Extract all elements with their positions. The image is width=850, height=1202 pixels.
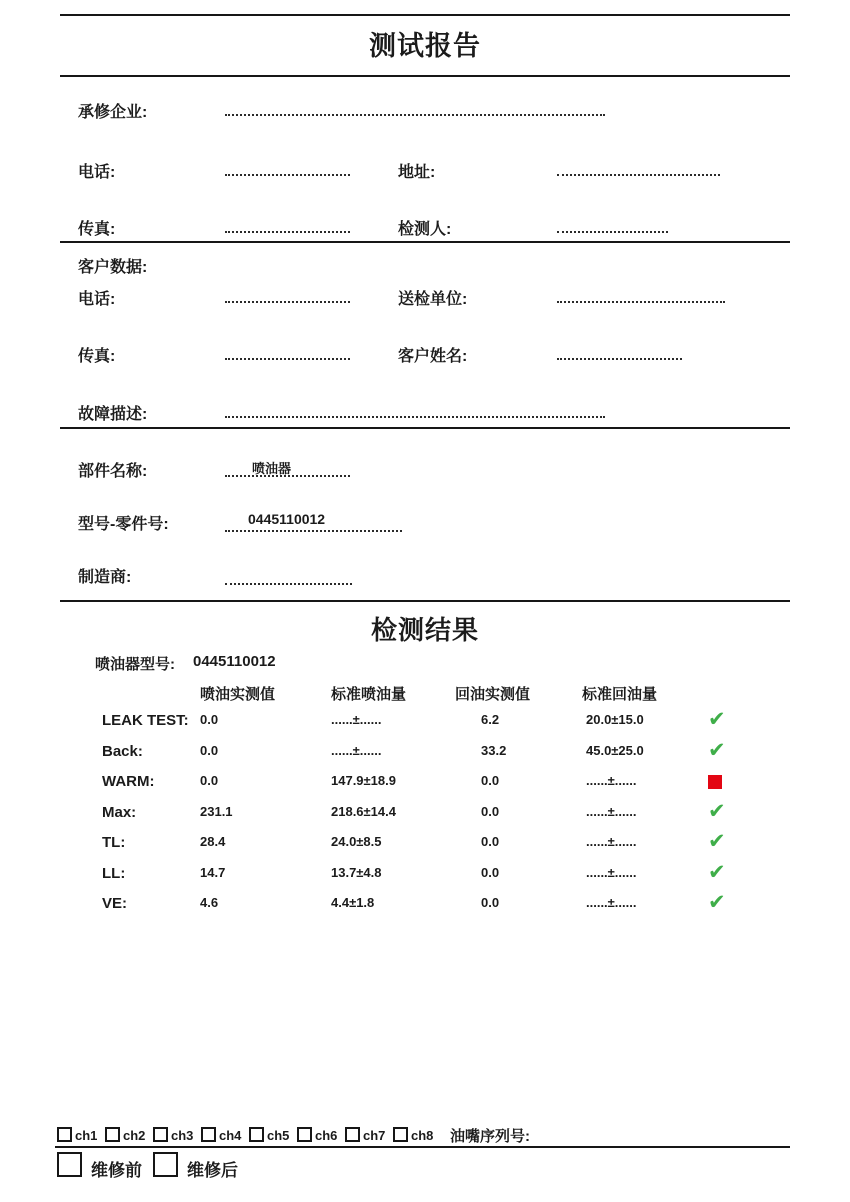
ch3-label: ch3 (171, 1128, 194, 1143)
injection-standard-value: 24.0±8.5 (331, 834, 382, 849)
before-repair-checkbox[interactable] (57, 1152, 82, 1177)
part-name-field (225, 475, 350, 477)
ch4-checkbox[interactable] (201, 1127, 216, 1142)
result-row-ll (0, 861, 850, 885)
injection-measured-value: 0.0 (200, 712, 219, 727)
col-header-injection-measured: 喷油实测值 (200, 686, 276, 703)
row-label: LEAK TEST: (102, 712, 189, 729)
customer-fax-field (225, 358, 350, 360)
inspector-field (557, 231, 668, 233)
inspector-label: 检测人: (398, 221, 452, 238)
ch3-checkbox[interactable] (153, 1127, 168, 1142)
contractor-address-label: 地址: (398, 164, 436, 181)
ch8-checkbox[interactable] (393, 1127, 408, 1142)
customer-fax-label: 传真: (78, 348, 116, 365)
pass-check-icon: ✔ (708, 861, 726, 884)
injection-standard-value: 4.4±1.8 (331, 895, 375, 910)
col-header-return-standard: 标准回油量 (582, 686, 658, 703)
injection-standard-value: 218.6±14.4 (331, 804, 396, 819)
contractor-company-field (225, 114, 605, 116)
result-row-tl (0, 830, 850, 854)
fault-description-label: 故障描述: (78, 406, 148, 423)
return-standard-value: 20.0±15.0 (586, 712, 644, 727)
injection-standard-value: ......±...... (331, 712, 382, 727)
return-measured-value: 0.0 (481, 895, 500, 910)
return-standard-value: ......±...... (586, 865, 637, 880)
after-repair-checkbox[interactable] (153, 1152, 178, 1177)
ch4-label: ch4 (219, 1128, 242, 1143)
result-row-warm (0, 773, 850, 793)
injection-standard-value: 147.9±18.9 (331, 773, 396, 788)
ch1-checkbox[interactable] (57, 1127, 72, 1142)
customer-phone-label: 电话: (78, 291, 116, 308)
part-name-value: 喷油器 (252, 461, 292, 476)
customer-phone-field (225, 301, 350, 303)
injection-standard-value: 13.7±4.8 (331, 865, 382, 880)
part-model-field (225, 530, 402, 532)
return-standard-value: 45.0±25.0 (586, 743, 644, 758)
contractor-company-label: 承修企业: (78, 104, 148, 121)
after-repair-label: 维修后 (187, 1161, 238, 1180)
result-row-ve (0, 891, 850, 915)
injection-measured-value: 28.4 (200, 834, 226, 849)
return-measured-value: 0.0 (481, 773, 500, 788)
customer-name-field (557, 358, 682, 360)
fault-description-field (225, 416, 605, 418)
result-row-back (0, 739, 850, 763)
part-model-value: 0445110012 (248, 511, 326, 527)
pass-check-icon: ✔ (708, 739, 726, 762)
col-header-injection-standard: 标准喷油量 (331, 686, 407, 703)
ch6-label: ch6 (315, 1128, 338, 1143)
return-measured-value: 33.2 (481, 743, 507, 758)
ch8-label: ch8 (411, 1128, 434, 1143)
fail-square-icon (708, 775, 722, 789)
pass-check-icon: ✔ (708, 830, 726, 853)
divider (60, 600, 790, 602)
result-row-max (0, 800, 850, 824)
injection-measured-value: 0.0 (200, 773, 219, 788)
ch7-label: ch7 (363, 1128, 386, 1143)
return-standard-value: ......±...... (586, 834, 637, 849)
serial-underline (55, 1146, 790, 1148)
return-measured-value: 0.0 (481, 865, 500, 880)
before-repair-label: 维修前 (91, 1161, 142, 1180)
return-standard-value: ......±...... (586, 773, 637, 788)
return-measured-value: 0.0 (481, 834, 500, 849)
ch1-label: ch1 (75, 1128, 98, 1143)
result-row-leak-test (0, 708, 850, 732)
results-title: 检测结果 (370, 615, 479, 645)
row-label: Max: (102, 804, 137, 821)
row-label: WARM: (102, 773, 155, 790)
row-label: Back: (102, 743, 143, 760)
return-measured-value: 6.2 (481, 712, 500, 727)
injection-measured-value: 4.6 (200, 895, 219, 910)
contractor-phone-field (225, 174, 350, 176)
injection-measured-value: 0.0 (200, 743, 219, 758)
divider (60, 75, 790, 77)
manufacturer-label: 制造商: (78, 569, 132, 586)
customer-name-label: 客户姓名: (398, 348, 468, 365)
col-header-return-measured: 回油实测值 (455, 686, 531, 703)
divider (60, 241, 790, 243)
injection-measured-value: 14.7 (200, 865, 226, 880)
ch7-checkbox[interactable] (345, 1127, 360, 1142)
row-label: TL: (102, 834, 126, 851)
ch5-checkbox[interactable] (249, 1127, 264, 1142)
nozzle-serial-label: 油嘴序列号: (450, 1128, 530, 1145)
divider (60, 427, 790, 429)
injector-model-label: 喷油器型号: (95, 656, 175, 673)
contractor-address-field (557, 174, 720, 176)
part-model-label: 型号-零件号: (78, 516, 169, 533)
contractor-fax-field (225, 231, 350, 233)
pass-check-icon: ✔ (708, 891, 726, 914)
page-title: 测试报告 (369, 31, 481, 61)
row-label: LL: (102, 865, 126, 882)
injection-measured-value: 231.1 (200, 804, 233, 819)
ch5-label: ch5 (267, 1128, 290, 1143)
row-label: VE: (102, 895, 128, 912)
customer-section-label: 客户数据: (78, 259, 148, 276)
contractor-fax-label: 传真: (78, 221, 116, 238)
pass-check-icon: ✔ (708, 800, 726, 823)
return-standard-value: ......±...... (586, 895, 637, 910)
pass-check-icon: ✔ (708, 708, 726, 731)
return-measured-value: 0.0 (481, 804, 500, 819)
contractor-phone-label: 电话: (78, 164, 116, 181)
ch2-label: ch2 (123, 1128, 146, 1143)
ch2-checkbox[interactable] (105, 1127, 120, 1142)
ch6-checkbox[interactable] (297, 1127, 312, 1142)
manufacturer-field (225, 583, 352, 585)
injection-standard-value: ......±...... (331, 743, 382, 758)
sender-unit-field (557, 301, 725, 303)
sender-unit-label: 送检单位: (398, 291, 468, 308)
divider (60, 14, 790, 16)
part-name-label: 部件名称: (78, 463, 148, 480)
injector-model-value: 0445110012 (193, 653, 276, 670)
return-standard-value: ......±...... (586, 804, 637, 819)
